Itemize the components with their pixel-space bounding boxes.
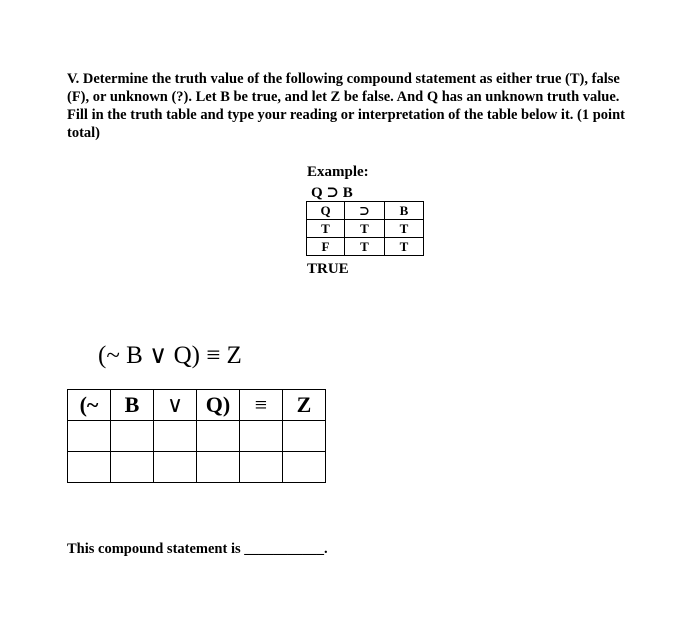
- table-cell: B: [385, 202, 424, 220]
- answer-line[interactable]: This compound statement is ___________.: [67, 541, 328, 557]
- table-cell: T: [345, 220, 385, 238]
- table-input-cell[interactable]: [111, 421, 154, 452]
- table-header-cell: Z: [283, 390, 326, 421]
- example-truth-table: [306, 201, 424, 256]
- table-header-cell: ≡: [240, 390, 283, 421]
- table-input-cell[interactable]: [240, 452, 283, 483]
- table-row: [307, 202, 424, 220]
- example-statement: Q ⊃ B: [311, 185, 353, 201]
- table-input-cell[interactable]: [68, 452, 111, 483]
- table-input-cell[interactable]: [154, 452, 197, 483]
- table-input-cell[interactable]: [283, 452, 326, 483]
- table-input-cell[interactable]: [197, 421, 240, 452]
- table-cell: T: [385, 238, 424, 256]
- table-header-cell: B: [111, 390, 154, 421]
- compound-statement: (~ B ∨ Q) ≡ Z: [98, 342, 242, 369]
- table-input-cell[interactable]: [111, 452, 154, 483]
- example-label: Example:: [307, 164, 369, 180]
- table-row: [68, 452, 326, 483]
- table-input-cell[interactable]: [283, 421, 326, 452]
- table-header-cell: ∨: [154, 390, 197, 421]
- table-header-cell: (~: [68, 390, 111, 421]
- table-cell: T: [385, 220, 424, 238]
- table-cell: Q: [307, 202, 345, 220]
- table-cell: T: [307, 220, 345, 238]
- table-input-cell[interactable]: [240, 421, 283, 452]
- table-input-cell[interactable]: [68, 421, 111, 452]
- table-cell: F: [307, 238, 345, 256]
- compound-truth-table: [67, 389, 326, 483]
- table-row: [68, 421, 326, 452]
- example-result: TRUE: [307, 261, 349, 277]
- table-input-cell[interactable]: [197, 452, 240, 483]
- table-cell: T: [345, 238, 385, 256]
- table-header-cell: Q): [197, 390, 240, 421]
- table-row: [68, 390, 326, 421]
- table-cell: ⊃: [345, 202, 385, 220]
- table-row: [307, 220, 424, 238]
- table-row: [307, 238, 424, 256]
- table-input-cell[interactable]: [154, 421, 197, 452]
- instructions-text: V. Determine the truth value of the following compound statement as either true (T), false (F), or unknown (?). Let B be true, and let Z be false. And Q has an unknown truth value. Fill in the truth table and type your reading or interpretation of the table below it. (1 point total): [67, 71, 625, 141]
